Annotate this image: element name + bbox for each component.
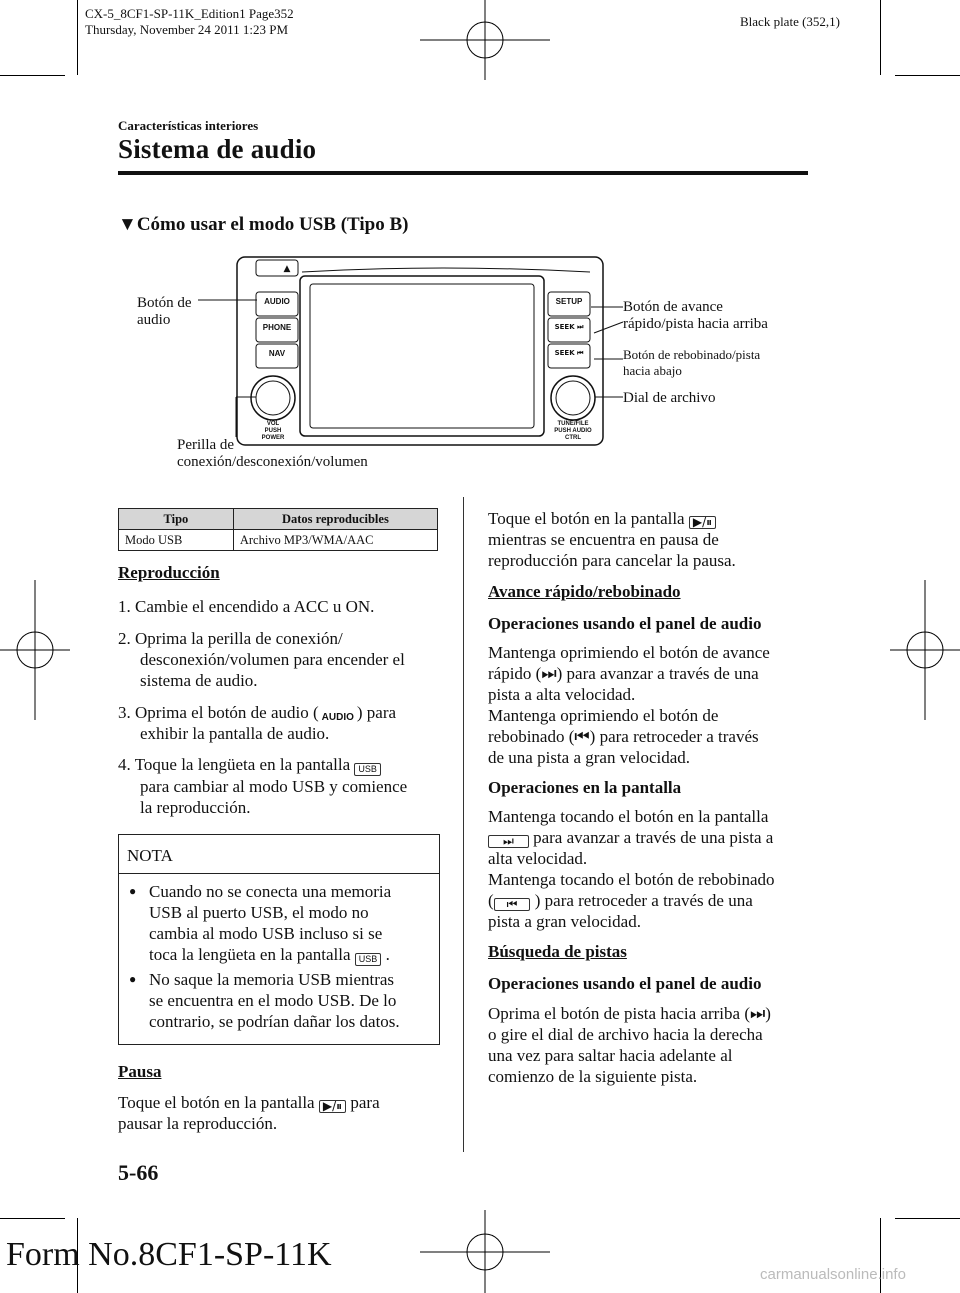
pausa-text: pausar la reproducción.: [118, 1114, 278, 1133]
op-panel-heading: Operaciones usando el panel de audio: [488, 614, 762, 633]
reproduccion-heading: Reproducción: [118, 563, 220, 582]
search-text: Oprima el botón de pista hacia arriba (⏭): [488, 1004, 771, 1023]
panel-text: rápido (⏭) para avanzar a través de una: [488, 664, 759, 683]
step-4: [118, 754, 458, 818]
resume-paragraph: [488, 508, 818, 571]
note-text: USB al puerto USB, el modo no: [149, 903, 369, 922]
screen-text: pista a gran velocidad.: [488, 912, 641, 931]
op-screen-heading: Operaciones en la pantalla: [488, 778, 682, 797]
note-item-2: [129, 969, 434, 1032]
op-panel-heading-2: Operaciones usando el panel de audio: [488, 974, 762, 993]
table-header: Datos reproducibles: [233, 509, 437, 530]
audio-button-icon: AUDIO: [319, 712, 357, 723]
page-number: 5-66: [118, 1160, 159, 1185]
crop-mark: [895, 1218, 960, 1219]
pausa-text: para: [346, 1093, 380, 1112]
screen-text: alta velocidad.: [488, 849, 588, 868]
screen-text: ) para retroceder a través de una: [534, 891, 753, 910]
usb-tab-icon: USB: [354, 763, 381, 776]
triangle-marker-icon: ▼: [118, 214, 137, 235]
step-text: Cambie el encendido a ACC u ON.: [135, 597, 375, 616]
step-text: sistema de audio.: [140, 671, 258, 690]
column-divider: [463, 497, 464, 1152]
note-title: NOTA: [127, 846, 173, 865]
resume-text: reproducción para cancelar la pausa.: [488, 551, 736, 570]
print-header-line2: Thursday, November 24 2011 1:23 PM: [85, 22, 289, 37]
pausa-paragraph: [118, 1092, 458, 1134]
fast-forward-icon: ⏭: [488, 835, 529, 848]
note-divider: [119, 873, 439, 874]
panel-paragraph: [488, 642, 818, 768]
panel-text: pista a alta velocidad.: [488, 685, 636, 704]
table-header-row: [119, 509, 438, 530]
callout-leader-lines: [0, 0, 960, 480]
vol-label: VOL: [266, 421, 280, 427]
resume-text: mientras se encuentra en pausa de: [488, 530, 719, 549]
callout-rewind: [623, 347, 760, 379]
avance-heading: Avance rápido/rebobinado: [488, 582, 681, 601]
callout-fast-forward: [623, 299, 768, 333]
step-text: ) para: [356, 703, 397, 722]
tune-sub-label: PUSH AUDIO CTRL: [554, 428, 592, 441]
unit-audio-button: AUDIO: [264, 297, 290, 306]
subheading-text: Cómo usar el modo USB (Tipo B): [136, 214, 409, 235]
unit-nav-button: NAV: [268, 349, 286, 358]
step-number: 3.: [118, 703, 131, 722]
screen-paragraph: Mantenga tocando el botón en la pantalla ⏭ para avanzar a través de una pista a alta velocidad. Mantenga tocando el botón de rebobinado ( ⏮ ) para retroceder a través de una pista a gran velocidad.: [488, 806, 818, 932]
step-text: la reproducción.: [140, 798, 251, 817]
note-text: .: [381, 945, 390, 964]
panel-text: rebobinado (⏮) para retroceder a través: [488, 727, 759, 746]
form-number: Form No.8CF1-SP-11K: [6, 1236, 332, 1273]
tune-label: TUNE/FILE: [557, 421, 589, 427]
eject-icon: ▲: [283, 264, 291, 274]
search-paragraph: [488, 1003, 818, 1087]
registration-target-right: [890, 580, 960, 720]
note-text: cambia al modo USB incluso si se: [149, 924, 383, 943]
panel-text: de una pista a gran velocidad.: [488, 748, 691, 767]
step-text: para cambiar al modo USB y comience: [140, 777, 408, 796]
step-text: Oprima la perilla de conexión/: [135, 629, 343, 648]
table-cell: Modo USB: [119, 530, 234, 551]
callout-knob: [177, 437, 368, 471]
unit-seek-down-button: SEEK ⏮: [554, 349, 584, 357]
table-header: Tipo: [119, 509, 234, 530]
resume-text: Toque el botón en la pantalla: [488, 509, 689, 528]
print-header-plate: Black plate (352,1): [740, 14, 840, 29]
step-number: 2.: [118, 629, 131, 648]
callout-line: Botón de: [137, 295, 192, 311]
unit-setup-button: SETUP: [555, 297, 583, 306]
rewind-icon: ⏮: [494, 898, 531, 911]
unit-phone-button: PHONE: [262, 323, 292, 332]
callout-line: conexión/desconexión/volumen: [177, 454, 368, 470]
registration-target-left: [0, 580, 70, 720]
step-text: desconexión/volumen para encender el: [140, 650, 405, 669]
callout-file-dial: Dial de archivo: [623, 390, 716, 406]
pausa-text: Toque el botón en la pantalla: [118, 1093, 319, 1112]
step-text: Oprima el botón de audio (: [135, 703, 319, 722]
callout-line: rápido/pista hacia arriba: [623, 316, 768, 332]
note-text: toca la lengüeta en la pantalla: [149, 945, 355, 964]
play-pause-icon: ▶/⏸: [319, 1100, 346, 1113]
callout-line: audio: [137, 312, 171, 328]
callout-audio-button: [137, 295, 192, 329]
table-cell: Archivo MP3/WMA/AAC: [233, 530, 437, 551]
note-text: contrario, se podrían dañar los datos.: [149, 1012, 400, 1031]
search-text: o gire el dial de archivo hacia la derecha: [488, 1025, 763, 1044]
usb-tab-icon: USB: [355, 953, 382, 966]
registration-target-bottom: [420, 1210, 550, 1293]
screen-text: para avanzar a través de una pista a: [528, 828, 774, 847]
note-text: Cuando no se conecta una memoria: [149, 882, 392, 901]
note-item-1: [129, 881, 434, 966]
section-title: Sistema de audio: [118, 134, 317, 164]
print-header-line1: CX-5_8CF1-SP-11K_Edition1 Page352: [85, 6, 294, 21]
callout-line: hacia abajo: [623, 363, 682, 378]
step-1: [118, 596, 448, 617]
step-2: [118, 628, 458, 691]
callout-line: Perilla de: [177, 437, 235, 453]
callout-line: Botón de rebobinado/pista: [623, 347, 761, 362]
vol-sub-label: PUSH POWER: [261, 428, 285, 441]
table-row: [119, 530, 438, 551]
panel-text: Mantenga oprimiendo el botón de: [488, 706, 719, 725]
callout-line: Botón de avance: [623, 299, 723, 315]
busqueda-heading: Búsqueda de pistas: [488, 942, 627, 961]
section-category: Características interiores: [118, 118, 259, 133]
watermark: carmanualsonline.info: [760, 1266, 906, 1283]
screen-text: Mantenga tocando el botón en la pantalla: [488, 807, 769, 826]
bullet-icon: ●: [129, 884, 137, 898]
note-box: [118, 834, 440, 1045]
step-3: [118, 702, 458, 744]
step-number: 1.: [118, 597, 131, 616]
panel-text: Mantenga oprimiendo el botón de avance: [488, 643, 770, 662]
play-pause-icon: ▶/⏸: [689, 516, 716, 529]
search-text: comienzo de la siguiente pista.: [488, 1067, 698, 1086]
unit-seek-up-button: SEEK ⏭: [554, 323, 584, 331]
note-text: No saque la memoria USB mientras: [149, 970, 395, 989]
playable-data-table: [118, 508, 438, 551]
step-text: Toque la lengüeta en la pantalla: [134, 755, 355, 774]
note-text: se encuentra en el modo USB. De lo: [149, 991, 397, 1010]
pausa-heading: Pausa: [118, 1062, 162, 1081]
bullet-icon: ●: [129, 972, 137, 986]
step-text: exhibir la pantalla de audio.: [140, 724, 330, 743]
crop-mark: [0, 1218, 65, 1219]
step-number: 4.: [118, 755, 131, 774]
screen-text: Mantenga tocando el botón de rebobinado: [488, 870, 775, 889]
search-text: una vez para saltar hacia adelante al: [488, 1046, 733, 1065]
